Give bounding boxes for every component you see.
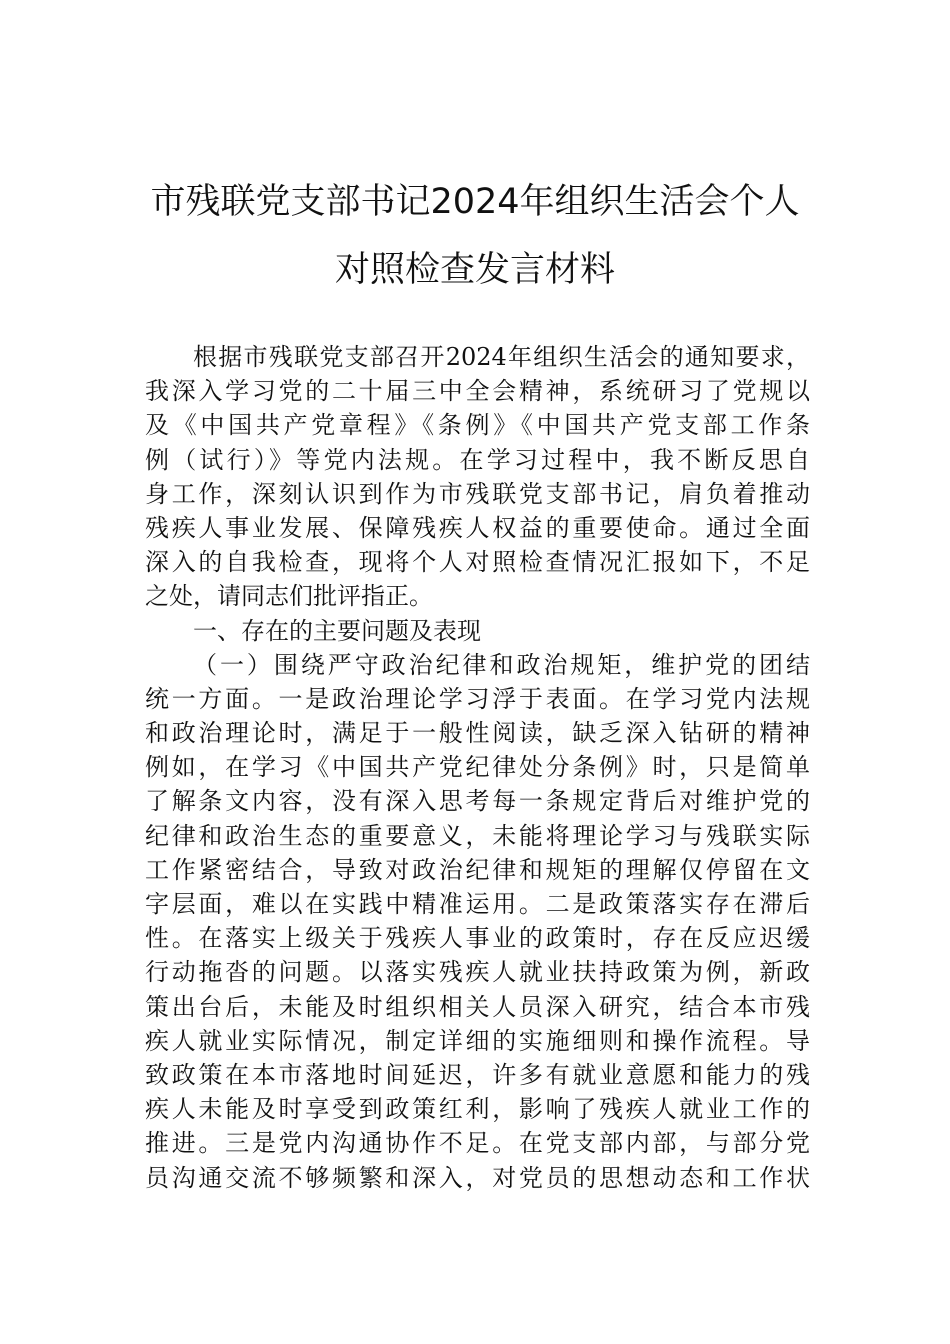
paragraph-line: 及《中国共产党章程》《条例》《中国共产党支部工作条: [145, 411, 810, 440]
paragraph-line: 疾人就业实际情况，制定详细的实施细则和操作流程。导: [145, 1026, 810, 1055]
paragraph-line: 我深入学习党的二十届三中全会精神，系统研习了党规以: [145, 377, 810, 406]
document-title-line-2: 对照检查发言材料: [334, 250, 615, 290]
paragraph-line: 之处，请同志们批评指正。: [145, 582, 433, 611]
paragraph-line: 疾人未能及时享受到政策红利，影响了残疾人就业工作的: [145, 1095, 810, 1124]
paragraph-line: 根据市残联党支部召开2024年组织生活会的通知要求，: [193, 343, 810, 371]
paragraph-line: 例如，在学习《中国共产党纪律处分条例》时，只是简单: [145, 753, 810, 782]
paragraph-line: （一）围绕严守政治纪律和政治规矩，维护党的团结: [193, 650, 810, 679]
paragraph-line: 深入的自我检查，现将个人对照检查情况汇报如下，不足: [145, 548, 810, 577]
paragraph-line: 残疾人事业发展、保障残疾人权益的重要使命。通过全面: [145, 513, 810, 542]
paragraph-line: 身工作，深刻认识到作为市残联党支部书记，肩负着推动: [145, 479, 810, 508]
document-body: [145, 340, 810, 1195]
section-heading: 一、存在的主要问题及表现: [193, 616, 481, 645]
paragraph-line: 致政策在本市落地时间延迟，许多有就业意愿和能力的残: [145, 1060, 810, 1089]
paragraph-line: 工作紧密结合，导致对政治纪律和规矩的理解仅停留在文: [145, 855, 810, 884]
paragraph-line: 了解条文内容，没有深入思考每一条规定背后对维护党的: [145, 787, 810, 816]
document-title-line-1: 市残联党支部书记2024年组织生活会个人: [150, 182, 800, 222]
paragraph-line: 行动拖沓的问题。以落实残疾人就业扶持政策为例，新政: [145, 958, 810, 987]
paragraph-line: 统一方面。一是政治理论学习浮于表面。在学习党内法规: [145, 684, 810, 713]
paragraph-line: 纪律和政治生态的重要意义，未能将理论学习与残联实际: [145, 821, 810, 850]
paragraph-line: 员沟通交流不够频繁和深入，对党员的思想动态和工作状: [145, 1163, 810, 1192]
paragraph-line: 和政治理论时，满足于一般性阅读，缺乏深入钻研的精神: [145, 719, 810, 748]
paragraph-line: 策出台后，未能及时组织相关人员深入研究，结合本市残: [145, 992, 810, 1021]
paragraph-line: 例（试行）》等党内法规。在学习过程中，我不断反思自: [145, 445, 810, 474]
paragraph-line: 字层面，难以在实践中精准运用。二是政策落实存在滞后: [145, 890, 810, 918]
paragraph-line: 推进。三是党内沟通协作不足。在党支部内部，与部分党: [145, 1129, 810, 1158]
paragraph-line: 性。在落实上级关于残疾人事业的政策时，存在反应迟缓: [145, 924, 810, 953]
